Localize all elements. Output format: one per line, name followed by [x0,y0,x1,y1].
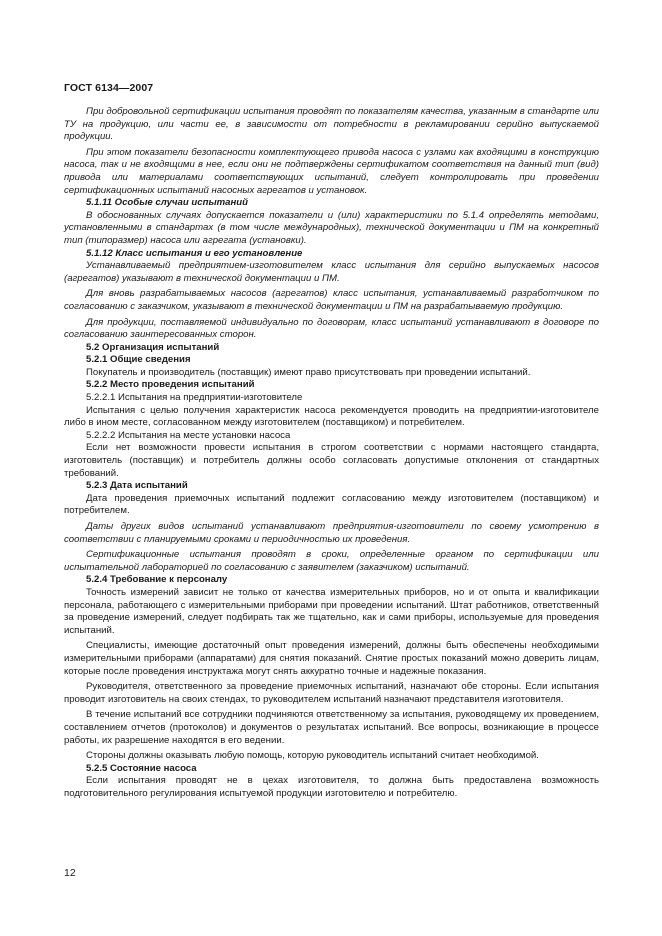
section-heading: 5.1.12 Класс испытания и его установление [86,247,303,259]
paragraph: Для вновь разрабатываемых насосов (агрегатов) класс испытания, устанавливаемый разработчиком по согласованию с заказчиком, указывают в технической документации и ПМ на разрабатываемую продукцию. [64,288,599,312]
paragraph: Точность измерений зависит не только от качества измерительных приборов, но и от опыта и квалификации персонала, работающего с измерительными приборами при проведении испытаний. Штат работников, ответственный за проведение измерений, следует подбирать так же тщательно, как и сами приборы, используемые для проведения испытаний. [64,586,599,636]
paragraph: Испытания с целью получения характеристик насоса рекомендуется проводить на предприятии-изготовителе либо в ином месте, согласованном между изготовителем (поставщиком) и потребителем. [64,404,599,429]
section-heading: 5.2.4 Требование к персоналу [86,574,228,586]
document-code-header: ГОСТ 6134—2007 [64,82,154,94]
paragraph: Специалисты, имеющие достаточный опыт проведения измерений, должны быть обеспечены необходимыми измерительными приборами (аппаратами) для снятия показаний. Снятие простых показаний можно доверить лицам, которые после проведения инструктажа могут снять аккуратно точные и надежные показания. [64,640,599,677]
paragraph: Стороны должны оказывать любую помощь, которую руководитель испытаний считает необходимой. [86,750,539,762]
paragraph: Если испытания проводят не в цехах изготовителя, то должна быть предоставлена возможность подготовительного регулирования испытуемой продукции изготовителю и потребителю. [64,775,599,799]
document-body [64,106,599,800]
paragraph: В течение испытаний все сотрудники подчиняются ответственному за испытания, руководящему их проведением, составлением отчетов (протоколов) и документов о результатах испытаний. Все вопросы, возникающие в процессе работы, их разрешение находятся в его ведении. [64,709,599,746]
paragraph: При добровольной сертификации испытания проводят по показателям качества, указанным в стандарте или ТУ на продукцию, или части ее, в зависимости от потребности в рекламировании серийно выпускаемой продукции. [64,106,599,143]
subsection-heading: 5.2.2.1 Испытания на предприятии-изготовителе [86,392,303,404]
section-heading: 5.2.5 Состояние насоса [86,762,197,774]
section-heading: 5.2.1 Общие сведения [86,354,191,366]
section-heading: 5.2.3 Дата испытаний [86,480,188,492]
section-heading: 5.2 Организация испытаний [86,341,220,353]
page-number: 12 [64,867,76,879]
paragraph: Даты других видов испытаний устанавливают предприятия-изготовители по своему усмотрению в соответствии с планируемыми сроками и периодичностью их проведения. [64,521,599,545]
paragraph: В обоснованных случаях допускается показатели и (или) характеристики по 5.1.4 определять методами, установленными в стандартах (в том числе международных), технической документации и ПМ на конкретный тип (типоразмер) насоса или агрегата (установки). [64,209,599,246]
subsection-heading: 5.2.2.2 Испытания на месте установки насоса [86,429,291,441]
paragraph: Сертификационные испытания проводят в сроки, определенные органом по сертификации или испытательной лабораторией по согласованию с заявителем (заказчиком) испытаний. [64,549,599,573]
paragraph: Покупатель и производитель (поставщик) имеют право присутствовать при проведении испытаний. [86,366,531,378]
paragraph: При этом показатели безопасности комплектующего привода насоса с узлами как входящими в конструкцию насоса, так и не входящими в нее, если они не подтверждены сертификатом соответствия на данный тип (вид) привода или материалами соответствующих испытаний, следует контролировать при проведении сертификационных испытаний насосных агрегатов и установок. [64,146,599,196]
paragraph: Дата проведения приемочных испытаний подлежит согласованию между изготовителем (поставщиком) и потребителем. [64,492,599,517]
paragraph: Для продукции, поставляемой индивидуально по договорам, класс испытаний устанавливают в договоре по согласованию заинтересованных сторон. [64,316,599,341]
paragraph: Руководителя, ответственного за проведение приемочных испытаний, назначают обе стороны. Если испытания проводит изготовитель на своих стендах, то руководителем испытаний назначают представителя изготовителя. [64,681,599,705]
section-heading: 5.2.2 Место проведения испытаний [86,379,255,391]
paragraph: Устанавливаемый предприятием-изготовителем класс испытания для серийно выпускаемых насосов (агрегатов) указывают в технической документации и ПМ. [64,260,599,284]
section-heading: 5.1.11 Особые случаи испытаний [86,197,249,209]
paragraph: Если нет возможности провести испытания в строгом соответствии с нормами настоящего стандарта, изготовитель (поставщик) и потребитель должны особо согласовать допустимые отклонения от стандартных требований. [64,442,599,479]
